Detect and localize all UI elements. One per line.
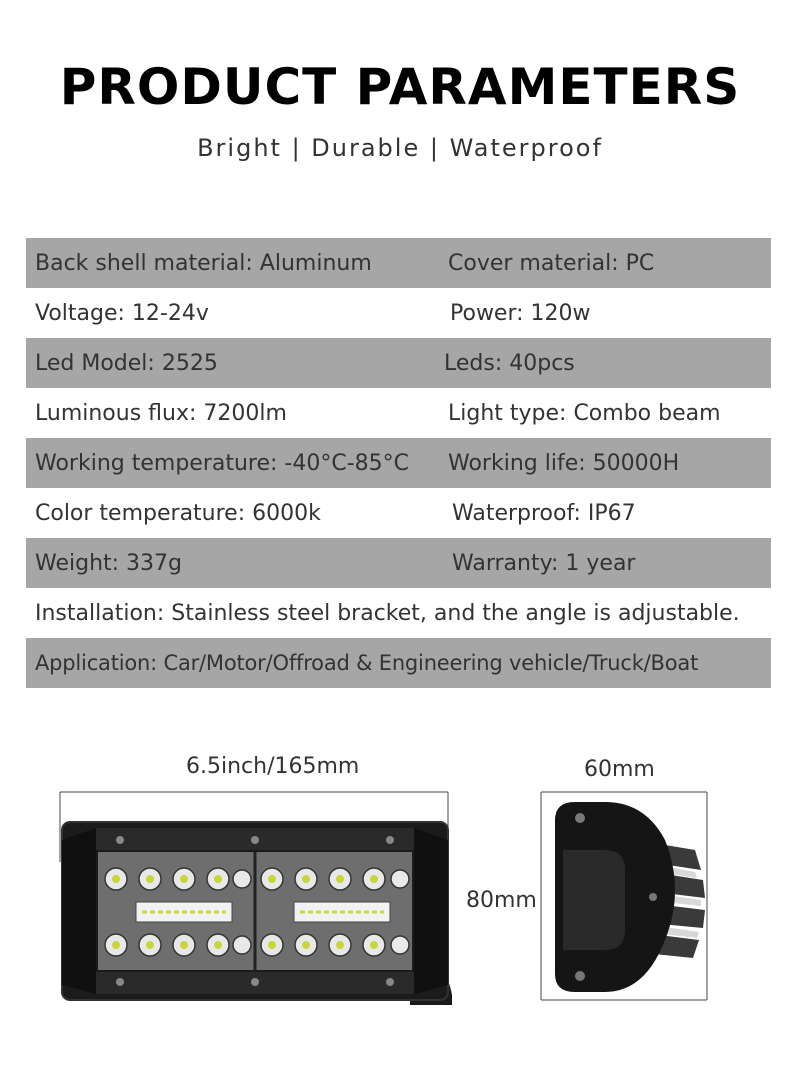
spec-leds: Leds: 40pcs [444,350,575,376]
spec-voltage: Voltage: 12-24v [35,300,209,326]
spec-row [26,488,771,538]
spec-row [26,638,771,688]
height-dimension-label: 80mm [466,888,537,913]
spec-row [26,538,771,588]
length-dimension-label: 6.5inch/165mm [186,754,360,779]
spec-installation: Installation: Stainless steel bracket, and the angle is adjustable. [35,600,740,626]
spec-table [26,238,771,688]
depth-dimension-label: 60mm [584,757,655,782]
light-bar-front-view [50,780,460,1020]
spec-led-model: Led Model: 2525 [35,350,218,376]
spec-working-life: Working life: 50000H [448,450,680,476]
spec-back-shell: Back shell material: Aluminum [35,250,372,276]
spec-row [26,238,771,288]
spec-weight: Weight: 337g [35,550,183,576]
light-bar-side-view [535,780,715,1010]
spec-row [26,438,771,488]
spec-light-type: Light type: Combo beam [448,400,721,426]
spec-row [26,388,771,438]
spec-waterproof: Waterproof: IP67 [452,500,636,526]
spec-luminous-flux: Luminous flux: 7200lm [35,400,287,426]
page-title: PRODUCT PARAMETERS [59,58,741,116]
spec-warranty: Warranty: 1 year [452,550,636,576]
spec-color-temperature: Color temperature: 6000k [35,500,321,526]
spec-cover: Cover material: PC [448,250,655,276]
spec-working-temperature: Working temperature: -40°C-85°C [35,450,409,476]
page-subtitle: Bright | Durable | Waterproof [197,134,603,162]
spec-power: Power: 120w [450,300,591,326]
spec-row [26,288,771,338]
spec-row [26,338,771,388]
spec-application: Application: Car/Motor/Offroad & Engineering vehicle/Truck/Boat [35,651,699,675]
spec-row [26,588,771,638]
